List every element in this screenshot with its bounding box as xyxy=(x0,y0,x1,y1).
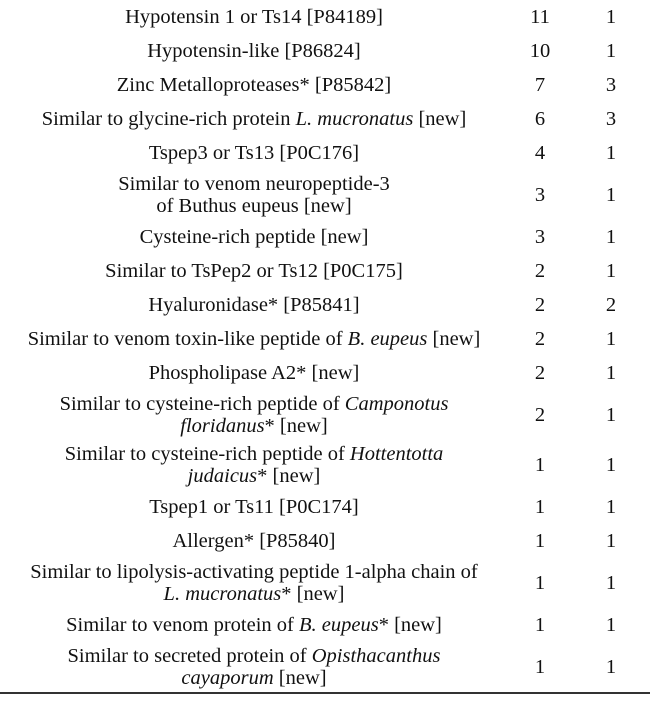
value-cell: 3 xyxy=(605,74,617,96)
name-text: Hyaluronidase* [P85841] xyxy=(148,294,360,316)
name-text: Similar to venom neuropeptide-3 xyxy=(118,173,390,195)
table-row xyxy=(0,608,650,642)
value-cell: 1 xyxy=(605,530,617,552)
table-row xyxy=(0,170,650,220)
count-cell: 11 xyxy=(530,6,550,28)
protein-name-cell xyxy=(0,170,508,220)
table-row xyxy=(0,558,650,608)
species-name: Hottentotta xyxy=(349,443,444,465)
table-row xyxy=(0,136,650,170)
name-text: Similar to venom toxin-like peptide of xyxy=(27,328,348,350)
count-cell: 1 xyxy=(534,454,546,476)
name-text: Similar to lipolysis-activating peptide 1-alpha chain of xyxy=(30,561,478,583)
name-text: Tspep1 or Ts11 [P0C174] xyxy=(149,496,359,518)
table-row xyxy=(0,254,650,288)
count-cell: 10 xyxy=(529,40,551,62)
protein-name-cell xyxy=(0,68,508,102)
name-text: Cysteine-rich peptide [new] xyxy=(139,226,369,248)
name-text: * [new] xyxy=(378,614,442,636)
table-row xyxy=(0,288,650,322)
count-cell: 2 xyxy=(534,404,546,426)
name-text: [new] xyxy=(413,108,467,130)
protein-name-cell xyxy=(0,220,508,254)
name-text: Similar to TsPep2 or Ts12 [P0C175] xyxy=(105,260,403,282)
value-cell: 1 xyxy=(605,6,617,28)
protein-name-cell xyxy=(0,440,508,490)
count-cell: 7 xyxy=(534,74,546,96)
value-cell: 1 xyxy=(605,184,617,206)
count-cell: 1 xyxy=(534,530,546,552)
name-text: Similar to cysteine-rich peptide of xyxy=(59,393,345,415)
species-name: L. mucronatus xyxy=(163,583,282,605)
count-cell: 2 xyxy=(534,260,546,282)
count-cell: 4 xyxy=(534,142,546,164)
name-text: Tspep3 or Ts13 [P0C176] xyxy=(148,142,360,164)
table-row xyxy=(0,322,650,356)
value-cell: 1 xyxy=(605,614,617,636)
value-cell: 1 xyxy=(605,226,617,248)
species-name: judaicus xyxy=(187,465,258,487)
species-name: floridanus xyxy=(180,415,265,437)
protein-name-cell xyxy=(0,356,508,390)
table-row xyxy=(0,356,650,390)
table-row xyxy=(0,440,650,490)
table-row xyxy=(0,490,650,524)
count-cell: 2 xyxy=(534,328,546,350)
count-cell: 1 xyxy=(534,572,546,594)
value-cell: 1 xyxy=(605,496,617,518)
name-text: * [new] xyxy=(264,415,328,437)
name-text: Phospholipase A2* [new] xyxy=(148,362,360,384)
value-cell: 3 xyxy=(605,108,617,130)
protein-name-cell xyxy=(0,642,508,693)
name-text: Similar to venom protein of xyxy=(66,614,299,636)
table-row xyxy=(0,390,650,440)
count-cell: 1 xyxy=(534,614,546,636)
name-text: * [new] xyxy=(281,583,345,605)
count-cell: 2 xyxy=(534,294,546,316)
protein-name-cell xyxy=(0,322,508,356)
protein-name-cell xyxy=(0,136,508,170)
value-cell: 1 xyxy=(605,260,617,282)
value-cell: 1 xyxy=(605,142,617,164)
species-name: Opisthacanthus xyxy=(311,645,441,667)
species-name: B. eupeus xyxy=(347,328,428,350)
name-text: [new] xyxy=(427,328,481,350)
value-cell: 1 xyxy=(605,362,617,384)
count-cell: 3 xyxy=(534,184,546,206)
protein-name-cell xyxy=(0,34,508,68)
protein-name-cell xyxy=(0,288,508,322)
name-text: Similar to secreted protein of xyxy=(67,645,312,667)
name-text: Hypotensin 1 or Ts14 [P84189] xyxy=(125,6,383,28)
table-row xyxy=(0,642,650,693)
protein-name-cell xyxy=(0,490,508,524)
table-row xyxy=(0,34,650,68)
name-text: of Buthus eupeus [new] xyxy=(156,195,352,217)
name-text: Allergen* [P85840] xyxy=(172,530,336,552)
protein-name-cell xyxy=(0,390,508,440)
protein-name-cell xyxy=(0,254,508,288)
species-name: cayaporum xyxy=(181,667,274,689)
count-cell: 3 xyxy=(534,226,546,248)
table-row xyxy=(0,524,650,558)
value-cell: 1 xyxy=(605,454,617,476)
name-text: Similar to glycine-rich protein xyxy=(41,108,296,130)
name-text: Hypotensin-like [P86824] xyxy=(147,40,361,62)
species-name: Camponotus xyxy=(344,393,449,415)
count-cell: 2 xyxy=(534,362,546,384)
table-row xyxy=(0,0,650,34)
value-cell: 1 xyxy=(572,642,650,693)
name-text: Zinc Metalloproteases* [P85842] xyxy=(116,74,392,96)
value-cell: 1 xyxy=(605,404,617,426)
value-cell: 1 xyxy=(605,572,617,594)
name-text: [new] xyxy=(273,667,327,689)
table-row xyxy=(0,102,650,136)
value-cell: 1 xyxy=(605,40,617,62)
name-text: * [new] xyxy=(257,465,321,487)
table-row xyxy=(0,68,650,102)
value-cell: 1 xyxy=(605,328,617,350)
protein-name-cell xyxy=(0,102,508,136)
name-text: Similar to cysteine-rich peptide of xyxy=(64,443,350,465)
species-name: L. mucronatus xyxy=(295,108,414,130)
count-cell: 1 xyxy=(534,496,546,518)
table-row xyxy=(0,220,650,254)
protein-name-cell xyxy=(0,608,508,642)
protein-name-cell xyxy=(0,0,508,34)
count-cell: 1 xyxy=(508,642,572,693)
value-cell: 2 xyxy=(605,294,617,316)
protein-name-cell xyxy=(0,558,508,608)
protein-name-cell xyxy=(0,524,508,558)
species-name: B. eupeus xyxy=(298,614,379,636)
count-cell: 6 xyxy=(534,108,546,130)
